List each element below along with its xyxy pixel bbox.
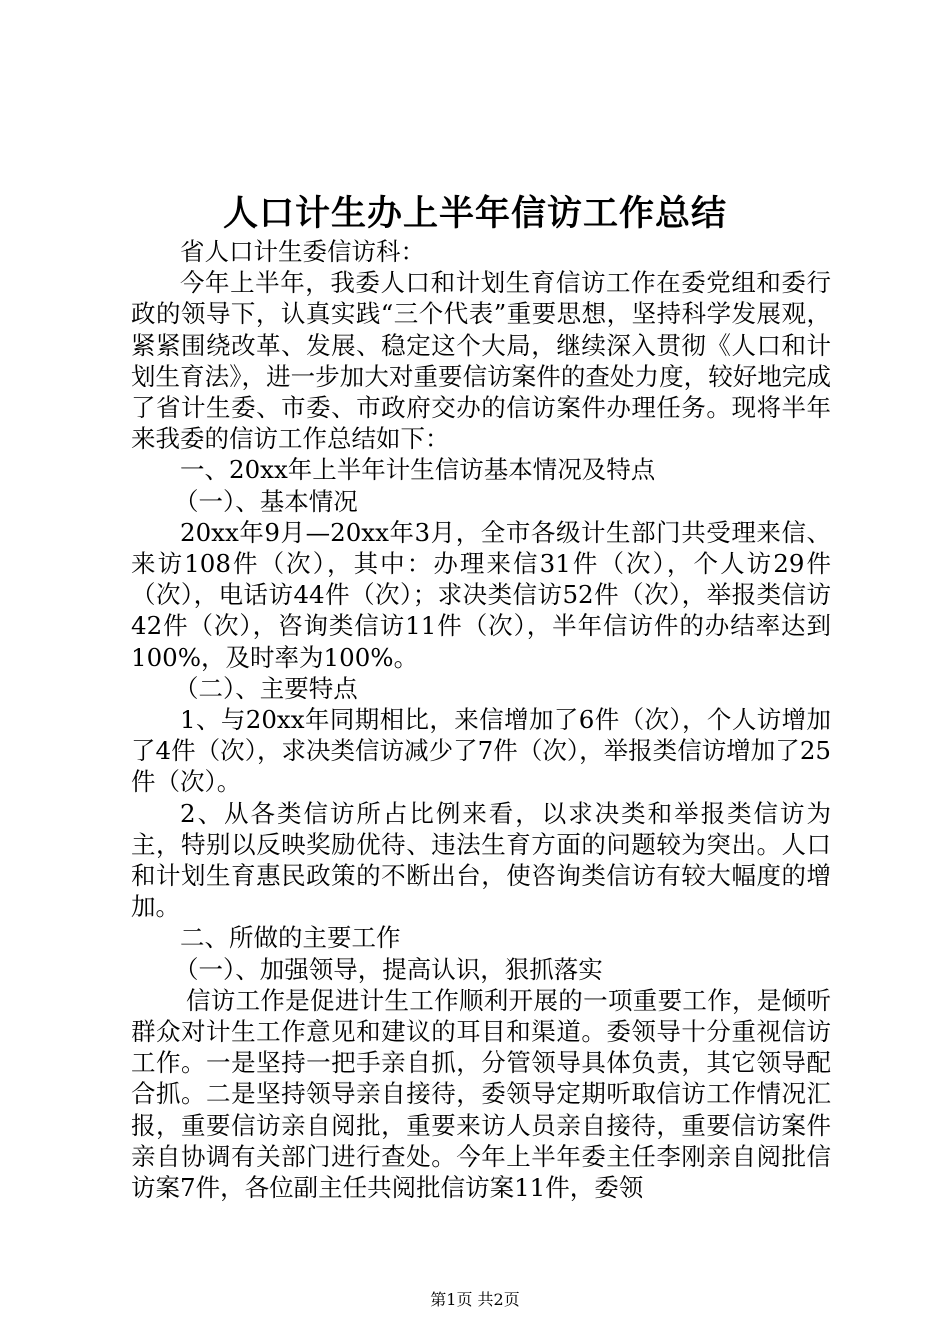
paragraph-intro: 今年上半年，我委人口和计划生育信访工作在委党组和委行政的领导下，认真实践“三个代表”重要思想，坚持科学发展观，紧紧围绕改革、发展、稳定这个大局，继续深入贯彻《人口和计划生育法》，进一步加大对重要信访案件的查处力度，较好地完成了省计生委、市委、市政府交办的信访案件办理任务。现将半年来我委的信访工作总结如下： xyxy=(131,268,831,454)
paragraph-salutation: 省人口计生委信访科： xyxy=(180,237,425,266)
heading-subsection-2-1: （一）、加强领导，提高认识，狠抓落实 xyxy=(174,954,603,984)
paragraph-feature-2: 2、从各类信访所占比例来看，以求决类和举报类信访为主，特别以反映奖励优待、违法生育方面的问题较为突出。人口和计划生育惠民政策的不断出台，使咨询类信访有较大幅度的增加。 xyxy=(131,798,831,922)
heading-section-1: 一、20xx年上半年计生信访基本情况及特点 xyxy=(180,455,656,485)
heading-subsection-1-2: （二）、主要特点 xyxy=(174,673,358,703)
heading-subsection-1-1: （一）、基本情况 xyxy=(174,486,358,516)
page-footer: 第1页 共2页 xyxy=(430,1290,520,1309)
heading-section-2: 二、所做的主要工作 xyxy=(180,923,401,953)
document-title: 人口计生办上半年信访工作总结 xyxy=(222,193,727,234)
paragraph-feature-1: 1、与20xx年同期相比，来信增加了6件（次），个人访增加了4件（次），求决类信访减少了7件（次），举报类信访增加了25件（次）。 xyxy=(131,705,831,797)
document-body xyxy=(131,236,831,1203)
paragraph-basic-situation: 20xx年9月—20xx年3月，全市各级计生部门共受理来信、来访108件（次），其中：办理来信31件（次），个人访29件（次），电话访44件（次）；求决类信访52件（次），举报类信访42件（次），咨询类信访11件（次），半年信访件的办结率达到100%，及时率为100%。 xyxy=(131,517,831,672)
paragraph-leadership: 信访工作是促进计生工作顺利开展的一项重要工作，是倾听群众对计生工作意见和建议的耳目和渠道。委领导十分重视信访工作。一是坚持一把手亲自抓，分管领导具体负责，其它领导配合抓。二是坚持领导亲自接待，委领导定期听取信访工作情况汇报，重要信访亲自阅批，重要来访人员亲自接待，重要信访案件亲自协调有关部门进行查处。今年上半年委主任李刚亲自阅批信访案7件，各位副主任共阅批信访案11件，委领 xyxy=(131,985,831,1203)
